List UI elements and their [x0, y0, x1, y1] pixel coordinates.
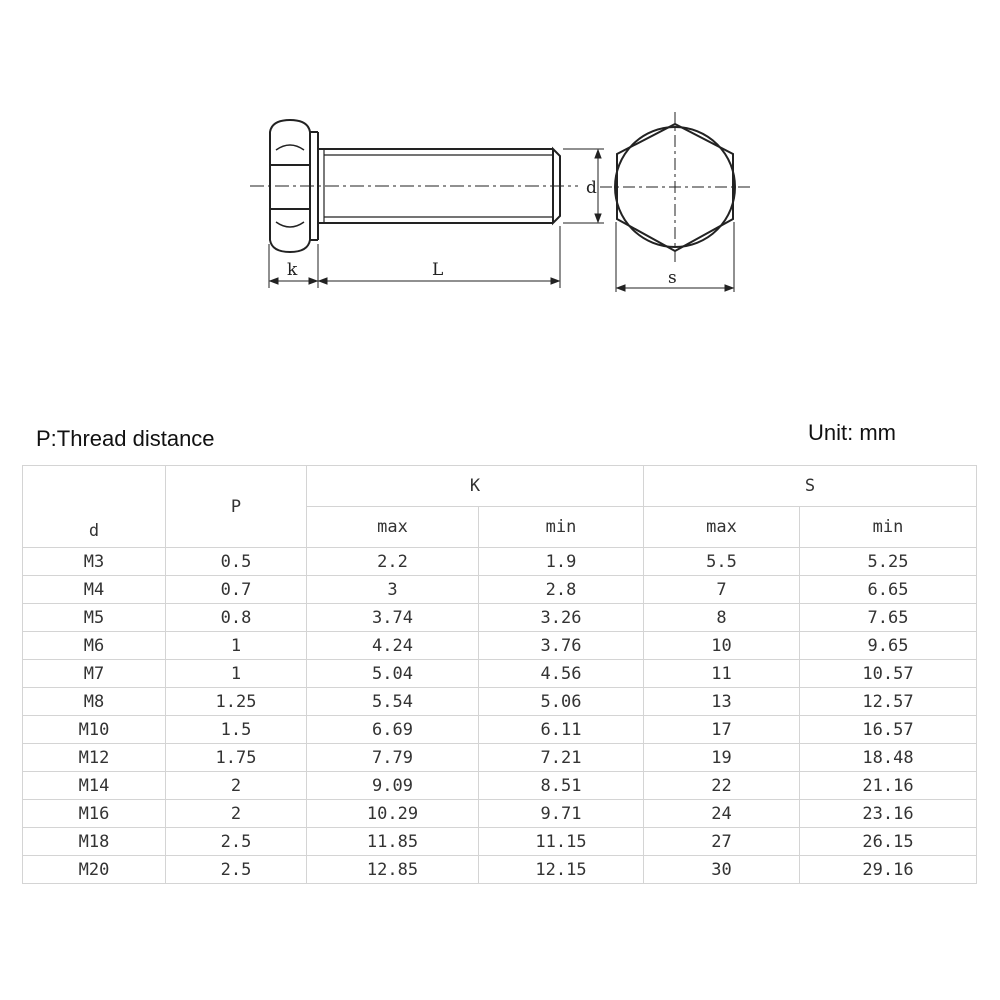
cell-s-min: 18.48	[800, 744, 977, 772]
header-k: K	[307, 466, 644, 507]
cell-k-min: 8.51	[479, 772, 644, 800]
cell-k-min: 1.9	[479, 548, 644, 576]
cell-k-max: 5.54	[307, 688, 479, 716]
header-s: S	[644, 466, 977, 507]
table-row	[23, 772, 977, 800]
cell-s-max: 10	[644, 632, 800, 660]
table-row	[23, 632, 977, 660]
header-d: d	[23, 466, 166, 548]
hex-head-top-view	[600, 112, 750, 266]
cell-k-min: 11.15	[479, 828, 644, 856]
cell-k-min: 12.15	[479, 856, 644, 884]
table-header-row	[23, 466, 977, 507]
cell-k-min: 3.76	[479, 632, 644, 660]
cell-k-max: 4.24	[307, 632, 479, 660]
k-l-dimension	[269, 226, 560, 288]
cell-s-max: 30	[644, 856, 800, 884]
cell-p: 2.5	[166, 828, 307, 856]
table-row	[23, 548, 977, 576]
l-label: L	[432, 260, 444, 280]
unit-note: Unit: mm	[808, 420, 896, 445]
cell-d: M16	[23, 800, 166, 828]
cell-s-max: 19	[644, 744, 800, 772]
cell-k-min: 7.21	[479, 744, 644, 772]
cell-k-max: 3.74	[307, 604, 479, 632]
cell-s-min: 7.65	[800, 604, 977, 632]
cell-k-min: 9.71	[479, 800, 644, 828]
cell-p: 2.5	[166, 856, 307, 884]
cell-s-max: 24	[644, 800, 800, 828]
cell-d: M8	[23, 688, 166, 716]
table-row	[23, 716, 977, 744]
table-row	[23, 576, 977, 604]
cell-k-min: 3.26	[479, 604, 644, 632]
cell-d: M7	[23, 660, 166, 688]
table-body	[23, 548, 977, 884]
cell-s-min: 23.16	[800, 800, 977, 828]
table-row	[23, 660, 977, 688]
header-p: P	[166, 466, 307, 548]
k-label: k	[287, 260, 298, 280]
cell-p: 2	[166, 772, 307, 800]
cell-k-max: 10.29	[307, 800, 479, 828]
table-row	[23, 828, 977, 856]
cell-k-min: 4.56	[479, 660, 644, 688]
cell-s-min: 9.65	[800, 632, 977, 660]
table-row	[23, 800, 977, 828]
d-label: d	[586, 178, 597, 198]
header-k-max: max	[307, 507, 479, 548]
cell-d: M12	[23, 744, 166, 772]
cell-k-max: 6.69	[307, 716, 479, 744]
cell-s-max: 27	[644, 828, 800, 856]
cell-d: M5	[23, 604, 166, 632]
cell-k-max: 11.85	[307, 828, 479, 856]
header-s-max: max	[644, 507, 800, 548]
cell-p: 2	[166, 800, 307, 828]
cell-s-max: 11	[644, 660, 800, 688]
cell-p: 0.7	[166, 576, 307, 604]
cell-k-min: 2.8	[479, 576, 644, 604]
header-s-min: min	[800, 507, 977, 548]
cell-d: M18	[23, 828, 166, 856]
bolt-technical-drawing	[0, 0, 1000, 330]
thread-distance-note: P:Thread distance	[36, 426, 215, 451]
cell-s-min: 10.57	[800, 660, 977, 688]
table-row	[23, 604, 977, 632]
cell-p: 1	[166, 632, 307, 660]
table-row	[23, 744, 977, 772]
cell-s-min: 5.25	[800, 548, 977, 576]
table-row	[23, 688, 977, 716]
cell-s-min: 12.57	[800, 688, 977, 716]
cell-p: 1	[166, 660, 307, 688]
cell-p: 1.75	[166, 744, 307, 772]
cell-s-min: 29.16	[800, 856, 977, 884]
s-label: s	[668, 268, 677, 288]
header-k-min: min	[479, 507, 644, 548]
cell-d: M4	[23, 576, 166, 604]
cell-p: 1.5	[166, 716, 307, 744]
cell-s-min: 6.65	[800, 576, 977, 604]
cell-s-max: 5.5	[644, 548, 800, 576]
cell-k-max: 3	[307, 576, 479, 604]
cell-s-max: 13	[644, 688, 800, 716]
cell-p: 0.8	[166, 604, 307, 632]
cell-k-max: 2.2	[307, 548, 479, 576]
cell-s-max: 7	[644, 576, 800, 604]
cell-k-max: 12.85	[307, 856, 479, 884]
cell-s-max: 22	[644, 772, 800, 800]
cell-k-max: 5.04	[307, 660, 479, 688]
cell-p: 1.25	[166, 688, 307, 716]
cell-s-max: 17	[644, 716, 800, 744]
cell-k-max: 9.09	[307, 772, 479, 800]
cell-d: M14	[23, 772, 166, 800]
bolt-spec-table	[22, 465, 977, 884]
cell-k-max: 7.79	[307, 744, 479, 772]
cell-s-min: 16.57	[800, 716, 977, 744]
cell-k-min: 5.06	[479, 688, 644, 716]
cell-s-min: 21.16	[800, 772, 977, 800]
cell-s-min: 26.15	[800, 828, 977, 856]
cell-p: 0.5	[166, 548, 307, 576]
cell-d: M3	[23, 548, 166, 576]
table-row	[23, 856, 977, 884]
cell-s-max: 8	[644, 604, 800, 632]
cell-d: M10	[23, 716, 166, 744]
cell-d: M20	[23, 856, 166, 884]
cell-k-min: 6.11	[479, 716, 644, 744]
cell-d: M6	[23, 632, 166, 660]
